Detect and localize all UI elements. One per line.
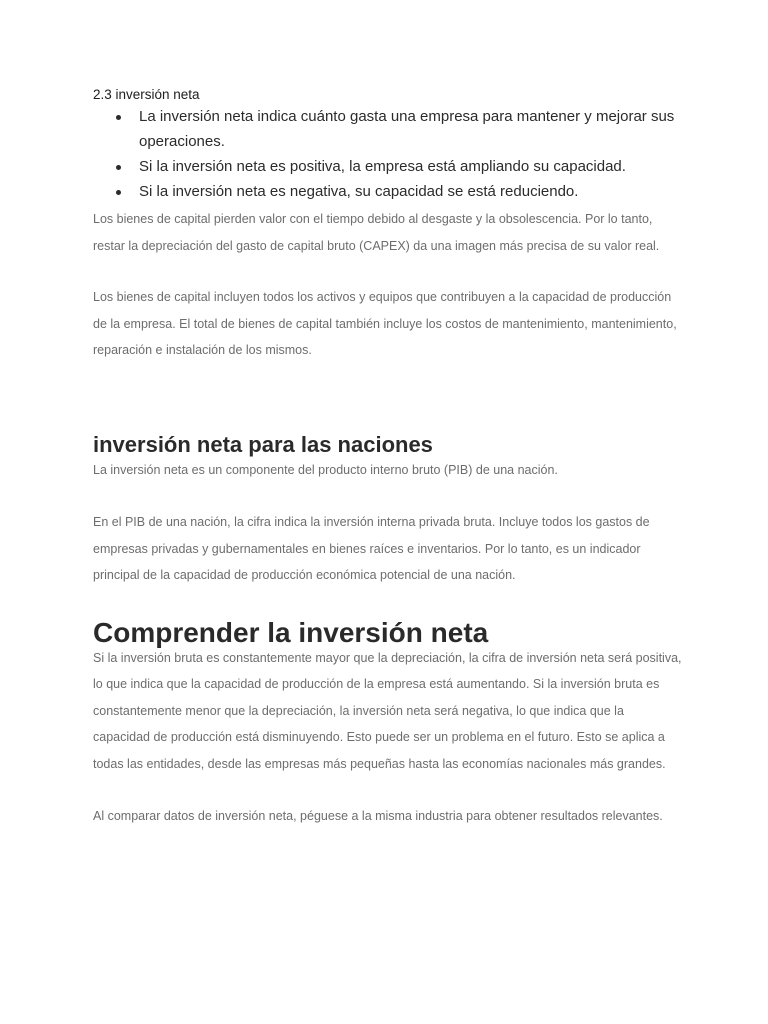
heading-naciones: inversión neta para las naciones bbox=[93, 431, 433, 457]
paragraph: En el PIB de una nación, la cifra indica la inversión interna privada bruta. Incluye todos los gastos de empresas privadas y gubernamentales en bienes raíces e inventarios. Por lo tanto, es un indicador principal de la capacidad de producción económica potencial de una nación. bbox=[93, 515, 650, 582]
bullet-dot-icon bbox=[116, 165, 121, 170]
paragraph: Los bienes de capital incluyen todos los activos y equipos que contribuyen a la capacidad de producción de la empresa. El total de bienes de capital también incluye los costos de mantenimiento, mantenimiento, reparación e instalación de los mismos. bbox=[93, 290, 677, 357]
bullet-item bbox=[93, 179, 683, 204]
bullet-item bbox=[93, 104, 683, 154]
paragraph: Al comparar datos de inversión neta, péguese a la misma industria para obtener resultados relevantes. bbox=[93, 809, 663, 823]
section-label: 2.3 inversión neta bbox=[93, 87, 200, 102]
document-content bbox=[93, 86, 683, 830]
paragraph: La inversión neta es un componente del producto interno bruto (PIB) de una nación. bbox=[93, 462, 558, 477]
bullet-text: Si la inversión neta es positiva, la empresa está ampliando su capacidad. bbox=[139, 158, 626, 175]
bullet-text: La inversión neta indica cuánto gasta una empresa para mantener y mejorar sus operaciones. bbox=[139, 108, 675, 150]
bullet-list bbox=[93, 104, 683, 204]
bullet-dot-icon bbox=[116, 190, 121, 195]
heading-comprender: Comprender la inversión neta bbox=[93, 616, 489, 648]
bullet-item bbox=[93, 154, 683, 179]
paragraph: Los bienes de capital pierden valor con el tiempo debido al desgaste y la obsolescencia. Por lo tanto, restar la depreciación del gasto de capital bruto (CAPEX) da una imagen más precisa de su valor real. bbox=[93, 212, 660, 253]
bullet-text: Si la inversión neta es negativa, su capacidad se está reduciendo. bbox=[139, 183, 579, 200]
bullet-dot-icon bbox=[116, 115, 121, 120]
paragraph: Si la inversión bruta es constantemente mayor que la depreciación, la cifra de inversión neta será positiva, lo que indica que la capacidad de producción de la empresa está aumentando. Si la inversión bruta es constantemente menor que la depreciación, la inversión neta será negativa, lo que indica que la capacidad de producción está disminuyendo. Esto puede ser un problema en el futuro. Esto se aplica a todas las entidades, desde las empresas más pequeñas hasta las economías nacionales más grandes. bbox=[93, 650, 682, 771]
